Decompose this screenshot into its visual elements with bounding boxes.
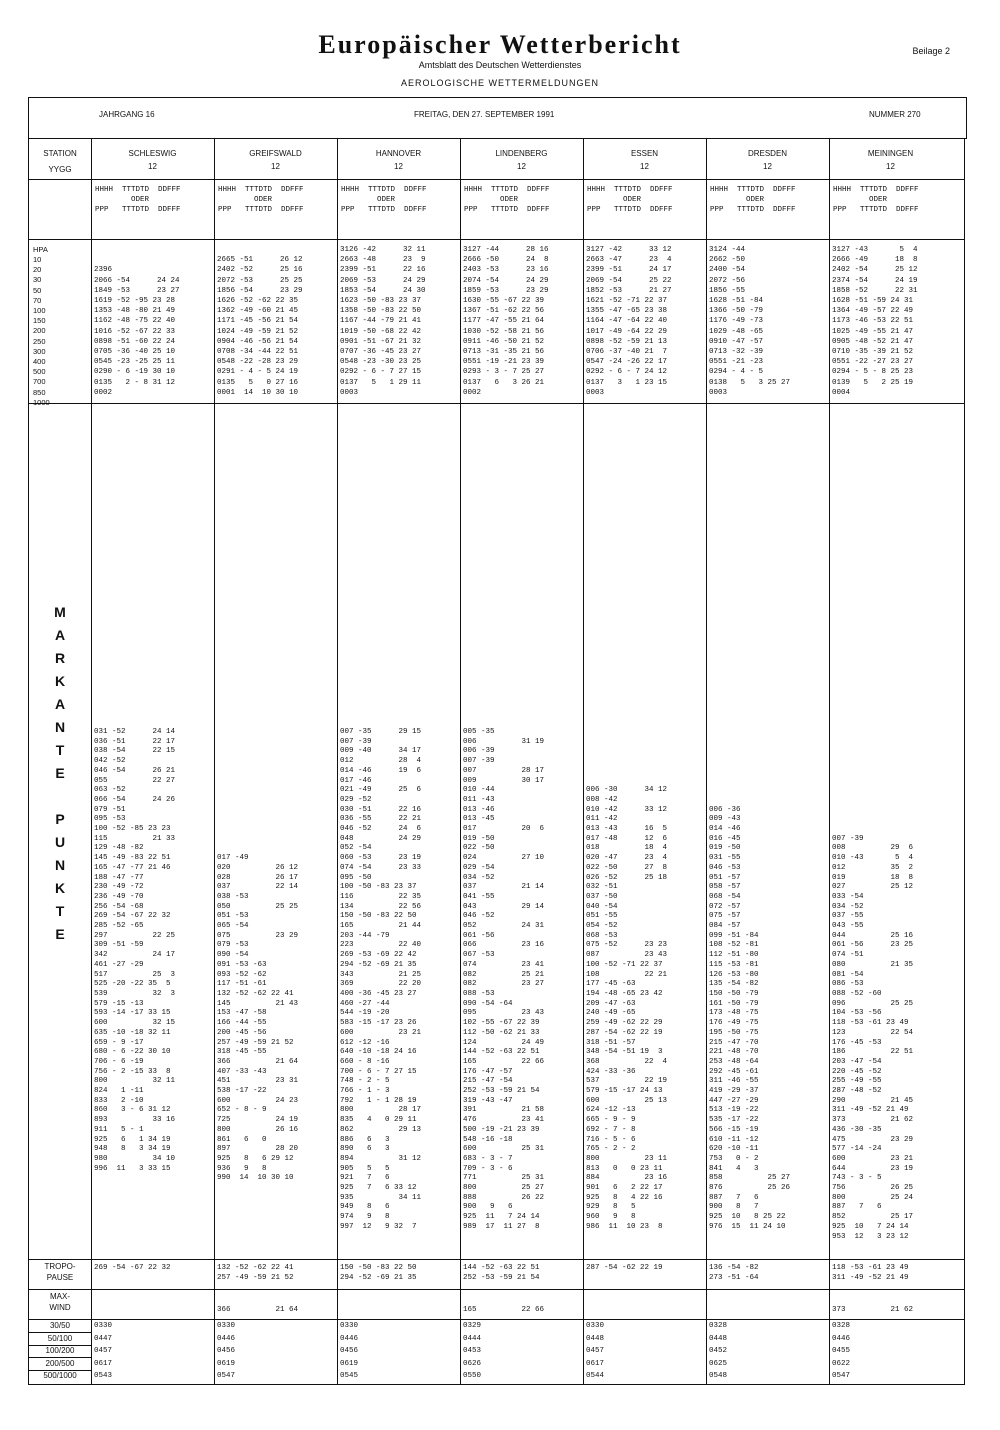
station-time: 12 [394,162,403,171]
markante-letter: A [54,627,66,643]
station-column-header: HHHH TTTDTD DDFFF ODER PPP TTTDTD DDFFF [464,186,550,214]
markante-letter: N [54,719,66,735]
station-name: ESSEN [630,149,659,158]
hpa-label: HPA [33,245,48,254]
wind-shear-data: 0330 0446 0456 0619 0545 [340,1322,359,1380]
station-time: 12 [640,162,649,171]
standard-levels-data: 3127 -44 28 16 2666 -50 24 8 2403 -53 23 16 2074 -54 24 29 1859 -53 23 29 1630 -55 -67 22 39 1367 -51 -62 22 56 1177 -47 -55 21 64 1030 -52 -58 21 56 0911 -46 -50 21 52 0713 -31 -35 21 56 0551 -19 -21 23 39 0293 - 3 - 7 25 27 0137 6 3 26 21 0002 [463,246,549,397]
station-column-header: HHHH TTTDTD DDFFF ODER PPP TTTDTD DDFFF [218,186,304,214]
maxwind-data: 373 21 62 [832,1306,914,1314]
significant-points-data: 006 -30 34 12 008 -42 010 -42 33 12 011 -42 013 -43 16 5 017 -48 12 6 018 18 4 020 -47 23 4 022 -50 27 8 026 -52 25 18 032 -51 037 -50 040 -54 051 -55 054 -52 068 -53 075 -52 23 23 087 23 43 100 -52 -71 22 37 108 22 21 177 -45 -63 194 -48 -65 23 42 209 -47 -63 240 -49 -65 259 -49 -62 22 29 287 -54 -62 22 19 318 -51 -57 348 -54 -51 19 3 368 22 4 424 -33 -36 537 22 19 579 -15 -17 24 13 600 25 13 624 -12 -13 665 - 9 - 9 692 - 7 - 8 716 - 5 - 6 765 - 2 - 2 800 23 11 813 0 0 23 11 884 23 16 901 6 2 22 17 925 8 4 22 16 929 8 5 960 9 8 986 11 10 23 8 [586,786,668,1231]
markante-letter: K [54,673,66,689]
markante-letter: A [54,696,66,712]
rule-levels [29,403,964,404]
markante-letter: E [55,926,65,942]
tropopause-data: 269 -54 -67 22 32 [94,1264,171,1272]
station-column-header: HHHH TTTDTD DDFFF ODER PPP TTTDTD DDFFF [341,186,427,214]
wind-shear-data: 0328 0446 0455 0622 0547 [832,1322,851,1380]
section-title: AEROLOGISCHE WETTERMELDUNGEN [400,78,600,88]
station-name: DRESDEN [747,149,788,158]
report-title: Europäischer Wetterbericht [318,30,682,59]
rule-tropo [29,1289,964,1290]
col-rule [91,139,92,1384]
station-column-header: HHHH TTTDTD DDFFF ODER PPP TTTDTD DDFFF [710,186,796,214]
issue-number: NUMMER 270 [869,110,921,119]
yygg-label: YYGG [48,165,72,174]
station-column-header: HHHH TTTDTD DDFFF ODER PPP TTTDTD DDFFF [833,186,919,214]
tropopause-data: 132 -52 -62 22 41 257 -49 -59 21 52 [217,1264,294,1282]
shear-layer-label: 100/200 [29,1345,91,1358]
supplement-label: Beilage 2 [912,46,950,56]
station-column-header: HHHH TTTDTD DDFFF ODER PPP TTTDTD DDFFF [587,186,673,214]
station-name: SCHLESWIG [128,149,177,158]
markante-letter: E [55,765,65,781]
col-rule [706,139,707,1384]
markante-letter: K [54,880,66,896]
issue-info-box [28,97,967,139]
markante-letter: T [55,903,65,919]
col-rule [337,139,338,1384]
station-label: STATION [43,149,77,158]
wind-shear-data: 0330 0447 0457 0617 0543 [94,1322,113,1380]
rule-sig [29,1259,964,1260]
station-time: 12 [148,162,157,171]
rule-header [29,239,964,240]
markante-letter: U [54,834,66,850]
wind-shear-data: 0330 0446 0456 0619 0547 [217,1322,236,1380]
standard-levels-data: 2665 -51 26 12 2402 -52 25 16 2072 -53 25 25 1856 -54 23 29 1626 -52 -62 22 35 1362 -49 -60 21 45 1171 -45 -56 21 54 1024 -49 -59 21 52 0904 -46 -56 21 54 0708 -34 -44 22 51 0548 -22 -28 23 29 0291 - 4 - 5 24 19 0135 5 0 27 16 0001 14 10 30 10 [217,256,303,397]
station-name: MEININGEN [867,149,914,158]
col-rule [583,139,584,1384]
standard-levels-data: 3127 -42 33 12 2663 -47 23 4 2399 -51 24 17 2069 -54 25 22 1852 -53 21 27 1621 -52 -71 22 37 1355 -47 -65 23 38 1164 -47 -64 22 40 1017 -49 -64 22 29 0898 -52 -59 21 13 0706 -37 -40 21 7 0547 -24 -26 22 17 0292 - 6 - 7 24 12 0137 3 1 23 15 0003 [586,246,672,397]
issue-date: FREITAG, DEN 27. SEPTEMBER 1991 [414,110,555,119]
rule-station [29,179,964,180]
maxwind-data: 366 21 64 [217,1306,299,1314]
shear-layer-label: 500/1000 [43,1371,77,1380]
standard-levels-data: 2396 2066 -54 24 24 1849 -53 23 27 1619 -52 -95 23 28 1353 -48 -80 21 49 1162 -48 -75 22 40 1016 -52 -67 22 33 0898 -51 -60 22 24 0705 -36 -40 25 10 0545 -23 -25 25 11 0290 - 6 -19 30 10 0135 2 - 8 31 12 0002 [94,266,180,397]
station-time: 12 [886,162,895,171]
markante-letter: R [54,650,66,666]
significant-points-data: 005 -35 006 31 19 006 -39 007 -39 007 28 17 009 30 17 010 -44 011 -43 013 -46 013 -45 017 20 6 019 -50 022 -50 024 27 10 029 -54 034 -52 037 21 14 041 -55 043 29 14 046 -52 052 24 31 061 -56 066 23 16 067 -53 074 23 41 082 25 21 082 23 27 088 -53 090 -54 -64 095 23 43 102 -55 -67 22 39 112 -50 -62 21 33 124 24 49 144 -52 -63 22 51 165 22 66 176 -47 -57 215 -47 -54 252 -53 -59 21 54 319 -43 -47 391 21 58 476 23 41 500 -19 -21 23 39 548 -16 -18 600 25 31 683 - 3 - 7 709 - 3 - 6 771 25 31 800 25 27 888 26 22 900 9 6 925 11 7 24 14 989 17 11 27 8 [463,728,545,1231]
shear-layer-label: 30/50 [29,1320,91,1333]
significant-points-data: 006 -36 009 -43 014 -46 016 -45 019 -50 031 -55 046 -53 051 -57 058 -57 068 -54 072 -57 075 -57 084 -57 099 -51 -84 108 -52 -81 112 -51 -80 115 -53 -81 126 -53 -80 135 -54 -82 150 -50 -79 161 -50 -79 173 -48 -75 176 -49 -75 195 -50 -75 215 -47 -70 221 -48 -70 253 -48 -64 292 -45 -61 311 -46 -55 419 -29 -37 447 -27 -29 513 -19 -22 535 -17 -22 566 -15 -19 610 -11 -12 620 -10 -11 753 0 - 2 841 4 3 858 25 27 876 25 26 887 7 6 900 8 7 925 10 8 25 22 976 15 11 24 10 [709,805,791,1231]
station-time: 12 [763,162,772,171]
standard-levels-data: 3124 -44 2662 -50 2400 -54 2072 -56 1856 -55 1628 -51 -84 1366 -50 -79 1176 -49 -73 1029 -48 -65 0910 -47 -57 0713 -32 -39 0551 -21 -23 0294 - 4 - 5 0138 5 3 25 27 0003 [709,246,791,397]
report-subtitle: Amtsblatt des Deutschen Wetterdienstes [418,60,582,70]
col-rule [829,139,830,1384]
pressure-levels: 10 20 30 50 70 100 150 200 250 300 400 500 700 850 1000 [33,255,50,407]
significant-points-data: 007 -39 008 29 6 010 -43 5 4 012 35 2 019 18 8 027 25 12 033 -54 034 -52 037 -55 043 -55 044 25 16 061 -56 23 25 074 -51 080 21 35 081 -54 086 -53 088 -52 -60 096 25 25 104 -53 -56 118 -53 -61 23 49 123 22 54 176 -45 -53 186 22 51 203 -47 -54 220 -45 -52 255 -49 -55 287 -48 -52 290 21 45 311 -49 -52 21 49 373 21 62 436 -30 -35 475 23 29 577 -14 -24 600 23 21 644 23 19 743 - 3 - 5 756 26 25 800 25 24 887 7 6 852 25 17 925 10 7 24 14 953 12 3 23 12 [832,834,914,1241]
wind-shear-data: 0329 0444 0453 0626 0550 [463,1322,482,1380]
station-time: 12 [517,162,526,171]
rule-maxwind [29,1319,964,1320]
shear-layer-label: 200/500 [29,1358,91,1371]
standard-levels-data: 3127 -43 5 4 2666 -49 18 8 2402 -54 25 12 2374 -54 24 19 1858 -52 22 31 1628 -51 -59 24 31 1364 -49 -57 22 49 1173 -46 -53 22 51 1025 -49 -55 21 47 0905 -48 -52 21 47 0710 -35 -39 21 52 0551 -22 -27 23 27 0294 - 5 - 8 25 23 0139 5 2 25 19 0004 [832,246,918,397]
station-name: HANNOVER [375,149,422,158]
col-rule [460,139,461,1384]
tropopause-data: 118 -53 -61 23 49 311 -49 -52 21 49 [832,1264,909,1282]
tropopause-data: 136 -54 -82 273 -51 -64 [709,1264,759,1282]
maxwind-label: MAX- WIND [49,1292,71,1312]
col-rule [214,139,215,1384]
shear-layer-label: 50/100 [29,1333,91,1346]
station-column-header: HHHH TTTDTD DDFFF ODER PPP TTTDTD DDFFF [95,186,181,214]
station-name: GREIFSWALD [249,149,302,158]
tropopause-data: 144 -52 -63 22 51 252 -53 -59 21 54 [463,1264,540,1282]
standard-levels-data: 3126 -42 32 11 2663 -48 23 9 2399 -51 22 16 2069 -53 24 29 1853 -54 24 30 1623 -50 -83 23 37 1358 -50 -83 22 50 1167 -44 -79 21 41 1019 -50 -68 22 42 0901 -51 -67 21 32 0707 -36 -45 23 27 0548 -23 -30 23 25 0292 - 6 - 7 27 15 0137 5 1 29 11 0003 [340,246,426,397]
markante-letter: P [55,811,65,827]
station-name: LINDENBERG [495,149,548,158]
significant-points-data: 017 -49 020 26 12 028 26 17 037 22 14 038 -53 050 25 25 051 -53 065 -54 075 23 29 079 -53 090 -54 091 -53 -63 093 -52 -62 117 -51 -61 132 -52 -62 22 41 145 21 43 153 -47 -58 166 -44 -55 200 -45 -56 257 -49 -59 21 52 318 -45 -55 366 21 64 407 -33 -43 451 23 31 538 -17 -22 600 24 23 652 - 8 - 9 725 24 19 800 26 16 861 6 0 897 28 20 925 8 6 29 12 936 9 8 990 14 10 30 10 [217,854,299,1183]
markante-letter: T [55,742,65,758]
tropopause-data: 287 -54 -62 22 19 [586,1264,663,1272]
maxwind-data: 165 22 66 [463,1306,545,1314]
significant-points-data: 031 -52 24 14 036 -51 22 17 038 -54 22 15 042 -52 046 -54 26 21 055 22 27 063 -52 066 -54 24 26 079 -51 095 -53 100 -52 -85 23 23 115 21 33 129 -48 -82 145 -49 -83 22 51 165 -47 -77 21 46 188 -47 -77 230 -49 -72 236 -49 -70 256 -54 -68 269 -54 -67 22 32 285 -52 -65 297 22 25 309 -51 -59 342 24 17 461 -27 -29 517 25 3 525 -20 -22 35 5 539 32 3 579 -15 -13 593 -14 -17 33 15 600 32 15 635 -10 -18 32 11 659 - 9 -17 680 - 6 -22 30 10 706 - 6 -19 756 - 2 -15 33 8 800 32 11 824 1 -11 833 2 -10 860 3 - 6 31 12 893 33 16 911 5 - 1 925 6 1 34 19 948 8 3 34 19 980 34 10 996 11 3 33 15 [94,728,176,1173]
significant-points-data: 007 -35 29 15 007 -39 009 -40 34 17 012 28 4 014 -46 19 6 017 -46 021 -49 25 6 029 -52 030 -51 22 16 036 -55 22 21 046 -52 24 6 048 24 29 052 -54 060 -53 23 19 074 -54 23 33 095 -50 100 -50 -83 23 37 116 22 35 134 22 56 150 -50 -83 22 50 165 21 44 203 -44 -79 223 22 40 269 -53 -69 22 42 294 -52 -69 21 35 343 21 25 369 22 20 400 -36 -45 23 27 460 -27 -44 544 -19 -20 583 -15 -17 23 26 600 23 21 612 -12 -16 640 -10 -18 24 16 660 - 8 -16 700 - 6 - 7 27 15 748 - 2 - 5 766 - 1 - 3 792 1 - 1 28 19 800 28 17 835 4 0 29 11 862 29 13 886 6 3 890 6 3 894 31 12 905 5 5 921 7 6 925 7 6 33 12 935 34 11 949 8 6 974 9 8 997 12 9 32 7 [340,728,422,1231]
station-time: 12 [271,162,280,171]
markante-letter: M [54,604,66,620]
tropopause-data: 150 -50 -83 22 50 294 -52 -69 21 35 [340,1264,417,1282]
wind-shear-data: 0330 0448 0457 0617 0544 [586,1322,605,1380]
wind-shear-data: 0328 0448 0452 0625 0548 [709,1322,728,1380]
data-table [28,138,965,1385]
tropopause-label: TROPO- PAUSE [44,1262,76,1282]
markante-letter: N [54,857,66,873]
volume-label: JAHRGANG 16 [99,110,155,119]
